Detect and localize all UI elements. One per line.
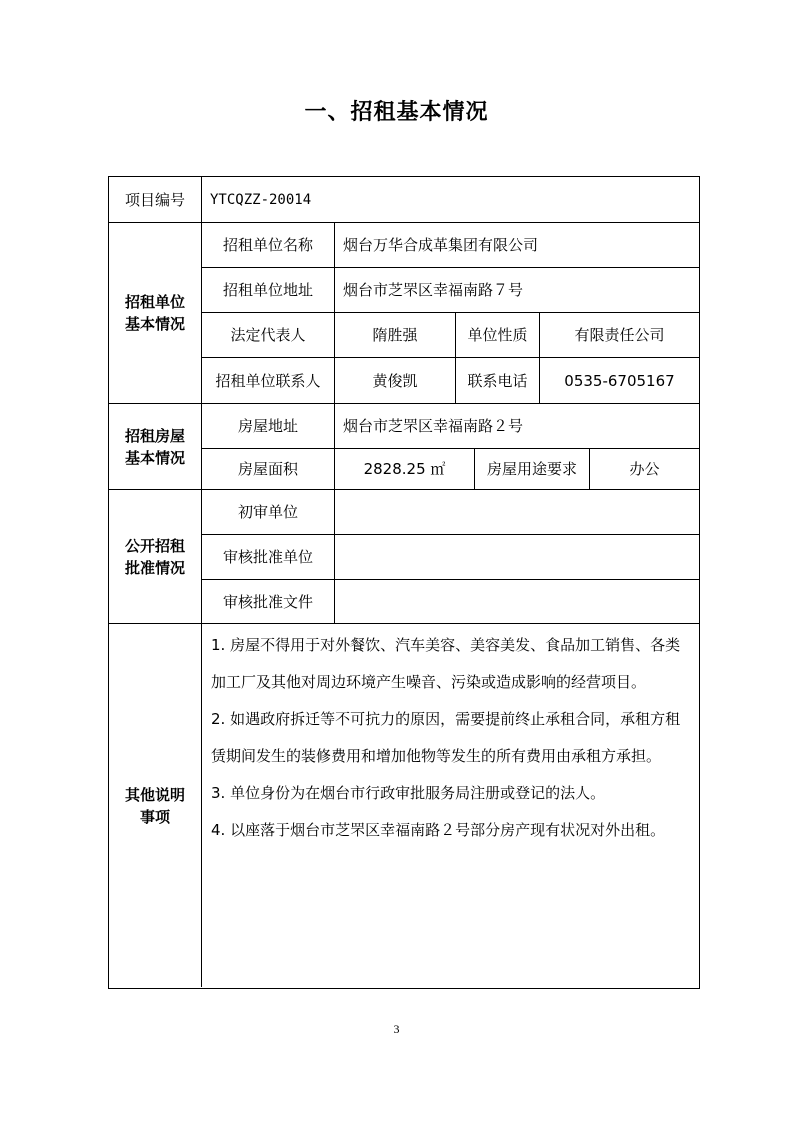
property-area-value: 2828.25 ㎡ bbox=[363, 460, 446, 478]
property-usage-label: 房屋用途要求 bbox=[486, 460, 577, 478]
preliminary-unit-label: 初审单位 bbox=[237, 503, 298, 521]
project-number-value: YTCQZZ-20014 bbox=[210, 191, 312, 208]
contact-person-value: 黄俊凯 bbox=[372, 371, 418, 390]
property-address-value: 烟台市芝罘区幸福南路２号 bbox=[343, 417, 524, 435]
approval-section-label: 公开招租 批准情况 bbox=[124, 536, 185, 577]
approver-unit-label: 审核批准单位 bbox=[222, 548, 313, 566]
legal-rep-label: 法定代表人 bbox=[230, 326, 306, 344]
lessor-section-label: 招租单位 基本情况 bbox=[124, 293, 185, 333]
project-number-label: 项目编号 bbox=[124, 190, 185, 209]
approval-document-label: 审核批准文件 bbox=[222, 592, 313, 611]
property-section-label: 招租房屋 基本情况 bbox=[124, 426, 185, 467]
page-number: 3 bbox=[393, 1022, 400, 1036]
lessor-name-label: 招租单位名称 bbox=[222, 236, 313, 254]
approval-document-value bbox=[335, 580, 699, 623]
org-nature-label: 单位性质 bbox=[467, 326, 528, 344]
note-item: 1. 房屋不得用于对外餐饮、汽车美容、美容美发、食品加工销售、各类加工厂及其他对周边环境产生噪音、污染或造成影响的经营项目。 bbox=[211, 636, 681, 691]
contact-person-label: 招租单位联系人 bbox=[215, 371, 321, 390]
lessor-address-label: 招租单位地址 bbox=[222, 281, 313, 299]
notes-list bbox=[203, 627, 695, 849]
page-title: 一、招租基本情况 bbox=[304, 100, 489, 125]
property-area-label: 房屋面积 bbox=[237, 460, 298, 478]
org-nature-value: 有限责任公司 bbox=[574, 326, 665, 344]
note-item: 3. 单位身份为在烟台市行政审批服务局注册或登记的法人。 bbox=[211, 784, 606, 802]
phone-value: 0535-6705167 bbox=[564, 371, 675, 390]
property-usage-value: 办公 bbox=[629, 460, 660, 478]
lease-info-form bbox=[108, 176, 700, 989]
lessor-name-value: 烟台万华合成革集团有限公司 bbox=[343, 236, 539, 254]
legal-rep-value: 隋胜强 bbox=[372, 326, 418, 344]
phone-label: 联系电话 bbox=[467, 371, 528, 390]
property-address-label: 房屋地址 bbox=[237, 417, 298, 435]
approver-unit-value bbox=[335, 535, 699, 579]
lessor-address-value: 烟台市芝罘区幸福南路７号 bbox=[343, 281, 524, 299]
notes-section-label: 其他说明 事项 bbox=[124, 785, 185, 826]
preliminary-unit-value bbox=[335, 490, 699, 534]
note-item: 2. 如遇政府拆迁等不可抗力的原因，需要提前终止承租合同，承租方租赁期间发生的装修费用和增加他物等发生的所有费用由承租方承担。 bbox=[211, 710, 681, 765]
note-item: 4. 以座落于烟台市芝罘区幸福南路２号部分房产现有状况对外出租。 bbox=[211, 821, 666, 839]
